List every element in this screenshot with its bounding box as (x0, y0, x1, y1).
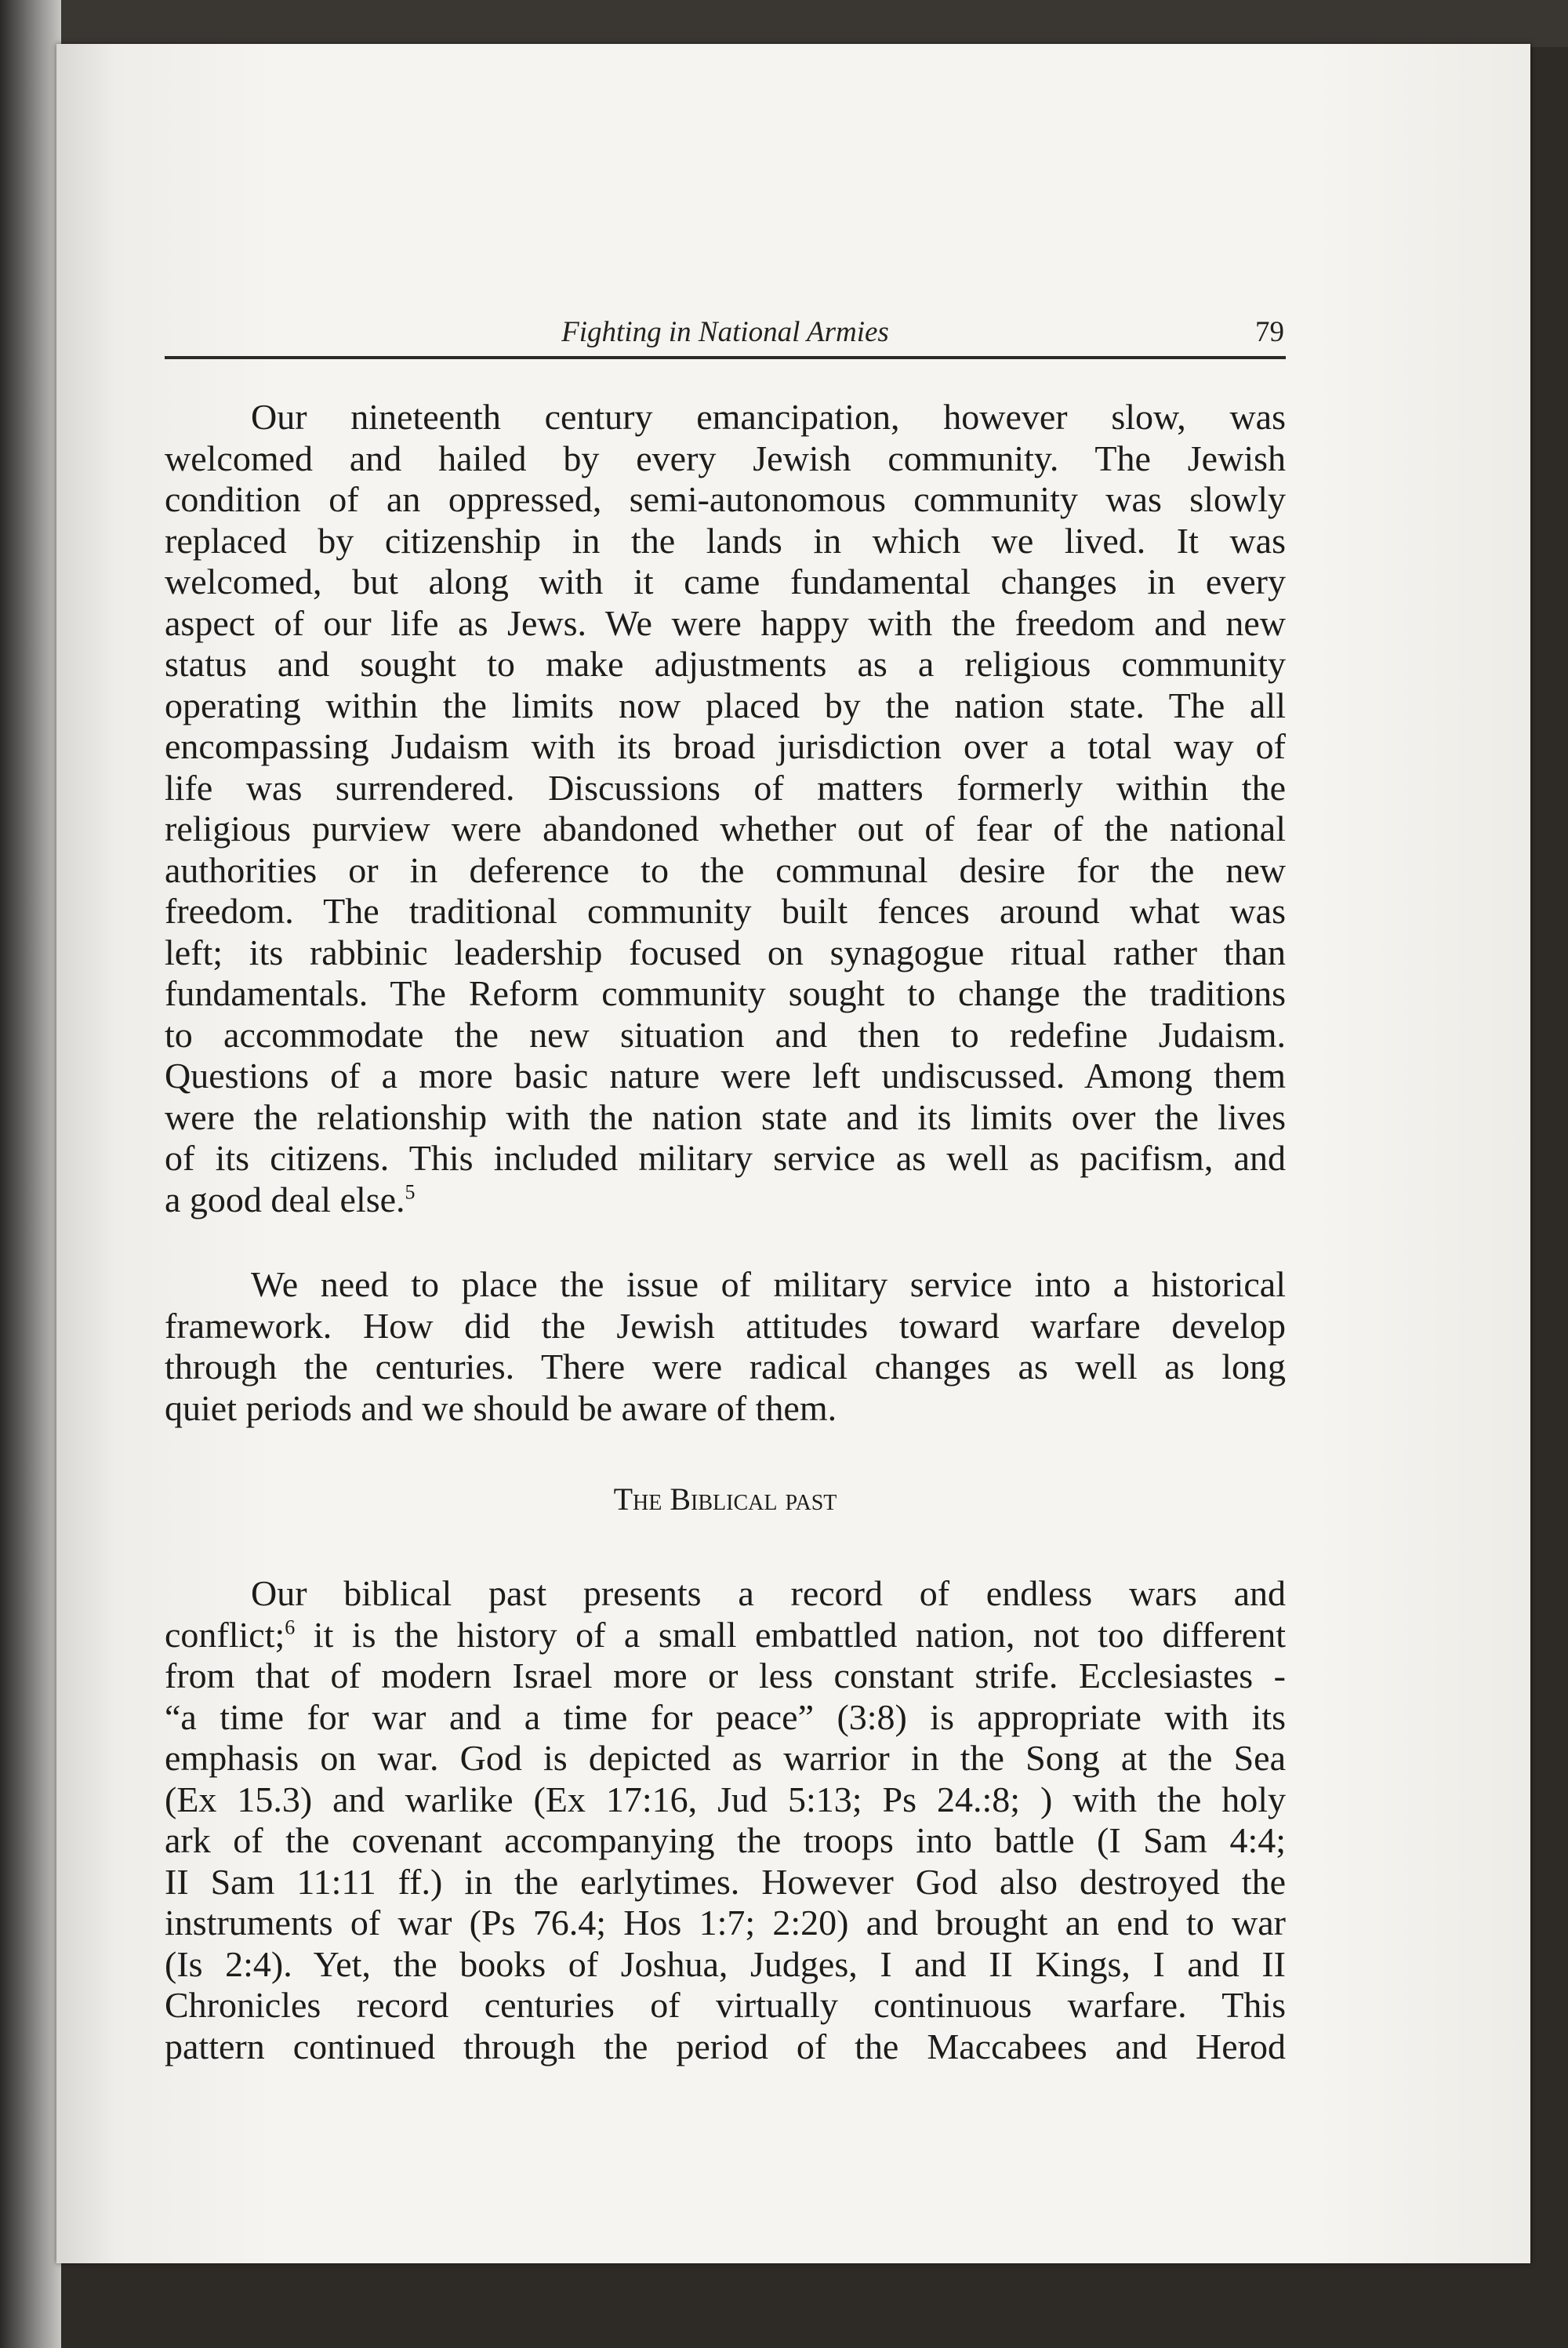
text-line (165, 1388, 1286, 1430)
text-line (165, 1944, 1286, 1986)
text-line (165, 809, 1286, 850)
text-line (165, 1015, 1286, 1056)
line-text: encompassing Judaism with its broad jurisdiction over a total way of (165, 726, 1286, 766)
line-text: to accommodate the new situation and then to redefine Judaism. (165, 1014, 1286, 1055)
text-line (165, 768, 1286, 809)
line-text: replaced by citizenship in the lands in which we lived. It was (165, 520, 1286, 561)
text-line (165, 1985, 1286, 2026)
text-line (165, 1903, 1286, 1944)
text-line (165, 603, 1286, 645)
line-text: through the centuries. There were radical changes as well as long (165, 1347, 1286, 1387)
text-line (165, 1779, 1286, 1821)
text-line (165, 644, 1286, 685)
line-text: (Ex 15.3) and warlike (Ex 17:16, Jud 5:13; Ps 24.:8; ) with the holy (165, 1779, 1286, 1819)
line-text: ark of the covenant accompanying the troops into battle (I Sam 4:4; (165, 1820, 1286, 1860)
line-text: Questions of a more basic nature were left undiscussed. Among them (165, 1056, 1286, 1096)
line-text: authorities or in deference to the communal desire for the new (165, 849, 1286, 890)
paragraph-biblical-past (165, 1573, 1286, 2067)
section-heading: The Biblical past (613, 1481, 837, 1517)
text-line (165, 850, 1286, 892)
text-line (165, 1056, 1286, 1097)
text-line (165, 685, 1286, 727)
line-text: condition of an oppressed, semi-autonomous community was slowly (165, 479, 1286, 519)
line-text: from that of modern Israel more or less constant strife. Ecclesiastes - (165, 1656, 1286, 1696)
text-line (165, 1738, 1286, 1779)
line-text: of its citizens. This included military service as well as pacifism, and (165, 1138, 1286, 1178)
text-line (165, 1179, 1286, 1221)
text-line (165, 1820, 1286, 1862)
text-line (165, 1862, 1286, 1903)
text-line (165, 479, 1286, 521)
line-text: “a time for war and a time for peace” (3:8) is appropriate with its (165, 1696, 1286, 1737)
text-line (165, 891, 1286, 932)
line-text: were the relationship with the nation state and its limits over the lives (165, 1096, 1286, 1137)
line-text: life was surrendered. Discussions of matters formerly within the (165, 767, 1286, 808)
running-header (165, 312, 1286, 359)
line-text: left; its rabbinic leadership focused on synagogue ritual rather than (165, 932, 1286, 972)
book-spine (0, 0, 61, 2348)
line-text: II Sam 11:11 ff.) in the earlytimes. However God also destroyed the (165, 1861, 1286, 1902)
line-text: status and sought to make adjustments as a religious community (165, 644, 1286, 684)
text-line (165, 973, 1286, 1015)
background-top (0, 0, 1568, 47)
text-line (165, 1573, 1286, 1615)
line-text: welcomed, but along with it came fundamental changes in every (165, 562, 1286, 602)
text-line (165, 1264, 1286, 1306)
text-line (165, 521, 1286, 562)
line-text: quiet periods and we should be aware of them. (165, 1387, 837, 1428)
text-line (165, 1615, 1286, 1656)
line-text: We need to place the issue of military service into a historical (251, 1264, 1286, 1304)
text-line (165, 1097, 1286, 1139)
footnote-marker: 5 (405, 1180, 416, 1204)
paragraph-historical-framework (165, 1264, 1286, 1429)
text-line (165, 438, 1286, 480)
line-text: operating within the limits now placed by the nation state. The all (165, 685, 1286, 725)
text-line (165, 562, 1286, 603)
line-text: religious purview were abandoned whether out of fear of the national (165, 809, 1286, 849)
line-text: emphasis on war. God is depicted as warrior in the Song at the Sea (165, 1738, 1286, 1778)
text-line (165, 1306, 1286, 1347)
line-text: welcomed and hailed by every Jewish community. The Jewish (165, 438, 1286, 478)
text-line (165, 1697, 1286, 1739)
line-text: Our nineteenth century emancipation, however slow, was (251, 397, 1286, 437)
line-text: a good deal else. (165, 1179, 405, 1219)
running-title: Fighting in National Armies (561, 316, 889, 348)
line-text: pattern continued through the period of the Maccabees and Herod (165, 2026, 1286, 2066)
line-text: instruments of war (Ps 76.4; Hos 1:7; 2:20) and brought an end to war (165, 1903, 1286, 1943)
line-text-continued: it is the history of a small embattled nation, not too different (295, 1614, 1286, 1655)
paragraph-emancipation (165, 397, 1286, 1220)
line-text: conflict; (165, 1614, 285, 1655)
line-text: framework. How did the Jewish attitudes toward warfare develop (165, 1305, 1286, 1346)
footnote-marker: 6 (285, 1616, 296, 1639)
text-line (165, 726, 1286, 768)
text-line (165, 1138, 1286, 1179)
text-line (165, 397, 1286, 438)
text-line (165, 2026, 1286, 2068)
line-text: (Is 2:4). Yet, the books of Joshua, Judges, I and II Kings, I and II (165, 1943, 1286, 1984)
line-text: Chronicles record centuries of virtually continuous warfare. This (165, 1985, 1286, 2025)
text-line (165, 1656, 1286, 1697)
line-text: Our biblical past presents a record of endless wars and (251, 1573, 1286, 1613)
text-line (165, 932, 1286, 974)
line-text: aspect of our life as Jews. We were happy with the freedom and new (165, 602, 1286, 643)
page-number: 79 (1255, 316, 1284, 348)
line-text: fundamentals. The Reform community sought to change the traditions (165, 973, 1286, 1013)
line-text: freedom. The traditional community built fences around what was (165, 891, 1286, 931)
text-line (165, 1347, 1286, 1388)
